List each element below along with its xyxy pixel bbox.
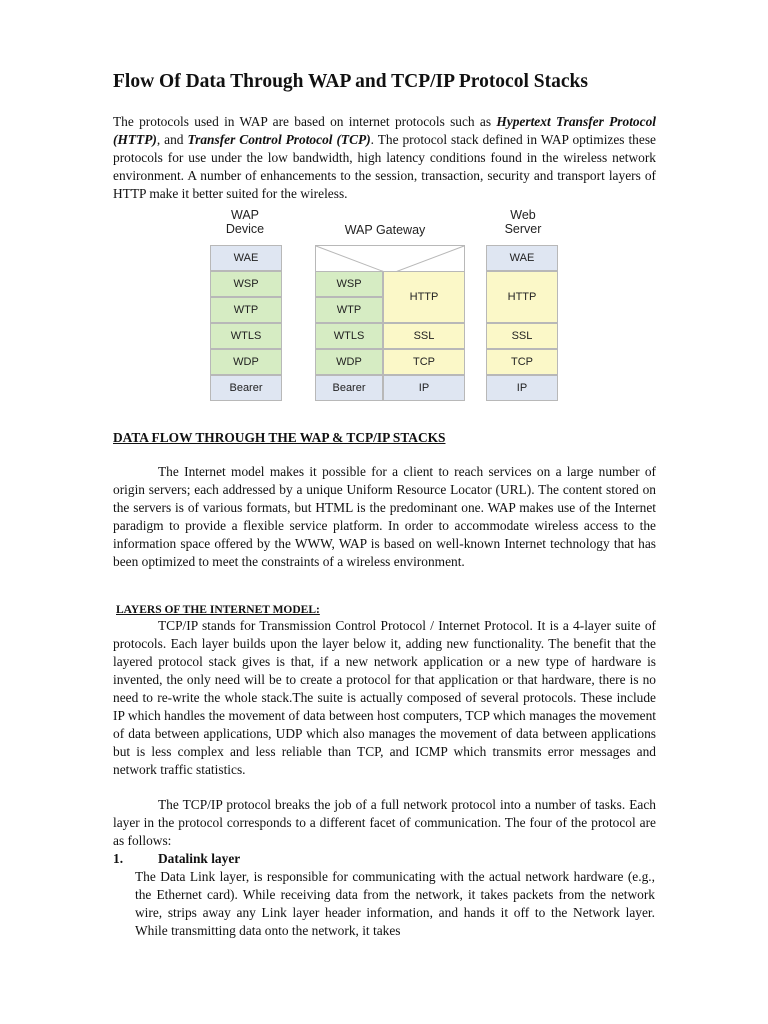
gateway-inet-layer-ssl: SSL [383, 323, 465, 349]
server-label-line1: Web [510, 208, 536, 222]
gateway-label: WAP Gateway [344, 223, 426, 237]
intro-http-term: Hypertext Transfer Protocol (HTTP) [113, 114, 656, 147]
device-label [205, 208, 285, 236]
device-label-line1: WAP [230, 208, 259, 222]
intro-text-2: , and [156, 132, 188, 147]
server-label-line2: Server [504, 222, 542, 236]
intro-paragraph [113, 113, 656, 203]
tcpip-paragraph: TCP/IP stands for Transmission Control Protocol / Internet Protocol. It is a 4-layer suite of protocols. Each layer builds upon the layer below it, adding new functionality. The benefit that the layered protocol stack gives is that, if a new network application or a new type of hardware is invented, the only need will be to create a protocol for that application or that hardware, there is no need to re-write the whole stack.The suite is actually composed of several protocols. These include IP which handles the movement of data between host computers, TCP which manages the movement of data between applications, UDP which also manages the movement of data between applications but is less complex and less reliable than TCP, and ICMP which transmits error messages and network traffic statistics. [113, 618, 656, 777]
internet-model-paragraph: The Internet model makes it possible for a client to reach services on a large number of origin servers; each addressed by a unique Uniform Resource Locator (URL). The content stored on the servers is of various formats, but HTML is the predominant one. WAP makes use of the Internet paradigm to provide a flexible service platform. In order to accommodate wireless access to the information space offered by the WWW, WAP is based on well-known Internet technology that has been optimized to meet the constraints of a wireless environment. [113, 464, 656, 569]
server-layer-ip: IP [486, 375, 558, 401]
page-title: Flow Of Data Through WAP and TCP/IP Protocol Stacks [113, 71, 588, 92]
gateway-inet-layer-tcp: TCP [383, 349, 465, 375]
server-layer-ssl: SSL [486, 323, 558, 349]
list-title-datalink: Datalink layer [158, 851, 241, 866]
tcpip-tasks-paragraph: The TCP/IP protocol breaks the job of a full network protocol into a number of tasks. Each layer in the protocol corresponds to a different facet of communication. The four of the protocol are as follows: [113, 797, 656, 848]
gateway-layer-wdp: WDP [315, 349, 383, 375]
server-layer-tcp: TCP [486, 349, 558, 375]
device-layer-wtls: WTLS [210, 323, 282, 349]
gateway-layer-wtp: WTP [315, 297, 383, 323]
gateway-layer-wtls: WTLS [315, 323, 383, 349]
device-layer-wae: WAE [210, 245, 282, 271]
device-layer-wtp: WTP [210, 297, 282, 323]
section-heading-data-flow: DATA FLOW THROUGH THE WAP & TCP/IP STACKS [113, 430, 446, 445]
gateway-layer-bearer: Bearer [315, 375, 383, 401]
device-layer-bearer: Bearer [210, 375, 282, 401]
server-layer-wae: WAE [486, 245, 558, 271]
gateway-layer-wsp: WSP [315, 271, 383, 297]
intro-text-3: . The protocol stack defined in WAP optimizes these protocols for use under the low bandwidth, high latency conditions found in the wireless network environment. A number of enhancements to the session, transaction, security and transport layers of HTTP make it better suited for the wireless. [113, 132, 656, 201]
server-layer-http: HTTP [486, 271, 558, 323]
gateway-inet-layer-http: HTTP [383, 271, 465, 323]
section-heading-layers: LAYERS OF THE INTERNET MODEL: [116, 604, 320, 616]
server-label [483, 208, 563, 236]
gateway-inet-layer-ip: IP [383, 375, 465, 401]
device-label-line2: Device [225, 222, 265, 236]
list-body-datalink: The Data Link layer, is responsible for communicating with the actual network hardware (e.g., the Ethernet card). While receiving data from the network, it takes packets from the network wire, strips away any Link layer header information, and hands it off to the Network layer. While transmitting data onto the network, it takes [135, 869, 655, 938]
device-layer-wsp: WSP [210, 271, 282, 297]
intro-tcp-term: Transfer Control Protocol (TCP) [187, 132, 371, 147]
intro-text-1: The protocols used in WAP are based on internet protocols such as [113, 114, 497, 129]
protocol-stack-diagram [205, 205, 567, 410]
device-layer-wdp: WDP [210, 349, 282, 375]
list-number: 1. [113, 851, 124, 866]
